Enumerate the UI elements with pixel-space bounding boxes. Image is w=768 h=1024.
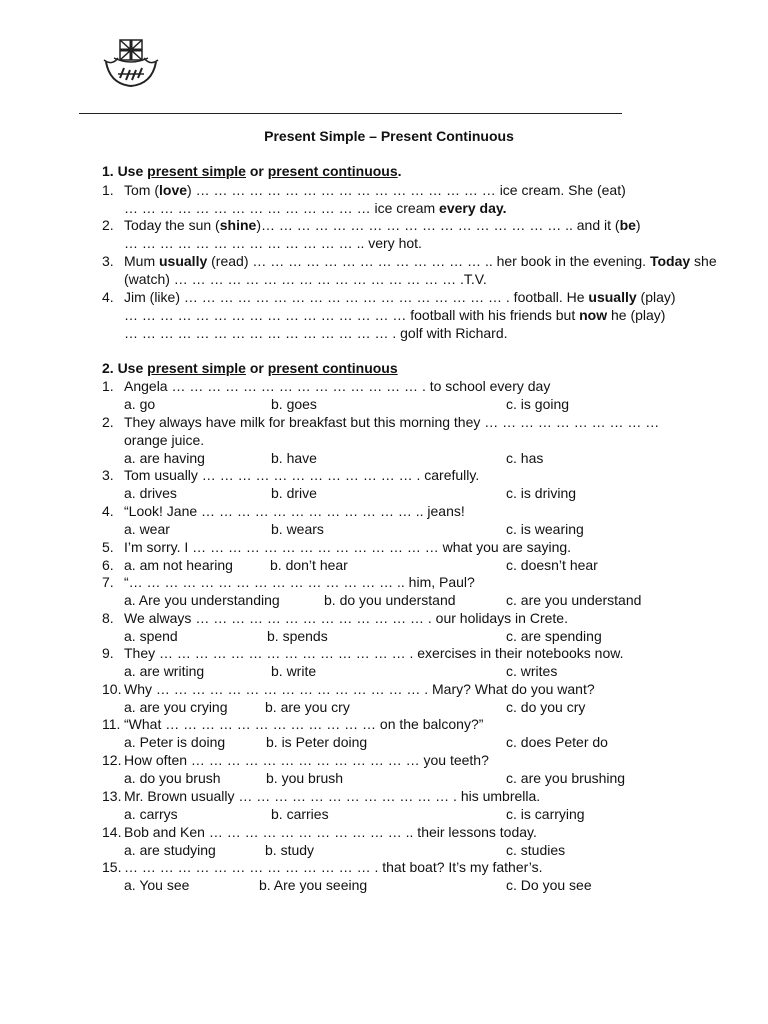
item-number: 15. xyxy=(102,859,122,875)
question-line: … … … … … … … … … … … … … … ice cream every day. xyxy=(124,200,507,216)
question-text: Why … … … … … … … … … … … … … … … . Mary? What do you want? xyxy=(124,681,595,697)
item-number: 3. xyxy=(102,253,114,269)
answer-option-a: a. You see xyxy=(124,877,190,893)
item-number: 2. xyxy=(102,217,114,233)
question-text: They … … … … … … … … … … … … … … . exercises in their notebooks now. xyxy=(124,645,624,661)
question-text: orange juice. xyxy=(124,432,205,448)
item-number: 2. xyxy=(102,414,114,430)
item-number: 13. xyxy=(102,788,122,804)
answer-option-c: c. Do you see xyxy=(506,877,592,893)
item-number: 8. xyxy=(102,610,114,626)
answer-option-c: c. writes xyxy=(506,663,558,679)
item-number: 12. xyxy=(102,752,122,768)
header-divider xyxy=(79,113,622,114)
answer-option-b: b. are you cry xyxy=(265,699,350,715)
item-number: 10. xyxy=(102,681,122,697)
part1-heading: 1. Use present simple or present continuous. xyxy=(102,163,402,179)
answer-option-c: c. has xyxy=(506,450,544,466)
question-text: … … … … … … … … … … … … … … . that boat? It’s my father’s. xyxy=(124,859,543,875)
item-number: 7. xyxy=(102,574,114,590)
answer-option-b: b. carries xyxy=(271,806,329,822)
answer-option-a: a. are you crying xyxy=(124,699,228,715)
answer-option-b: b. is Peter doing xyxy=(266,734,368,750)
answer-option-c: c. are you understand xyxy=(506,592,642,608)
answer-option-a: a. wear xyxy=(124,521,170,537)
answer-option-c: c. doesn’t hear xyxy=(506,557,598,573)
page-title: Present Simple – Present Continuous xyxy=(264,128,514,144)
item-number: 1. xyxy=(102,378,114,394)
question-text: Angela … … … … … … … … … … … … … … . to school every day xyxy=(124,378,551,394)
question-text: Mr. Brown usually … … … … … … … … … … … … . his umbrella. xyxy=(124,788,541,804)
question-line: Today the sun (shine)… … … … … … … … … … … … … … … … … .. and it (be) xyxy=(124,217,641,233)
question-text: Tom usually … … … … … … … … … … … … . carefully. xyxy=(124,467,480,483)
answer-option-a: a. am not hearing xyxy=(124,557,233,573)
answer-option-b: b. study xyxy=(265,842,315,858)
answer-option-a: a. Are you understanding xyxy=(124,592,280,608)
question-line: Jim (like) … … … … … … … … … … … … … … … … … … . football. He usually (play) xyxy=(124,289,676,305)
question-text: We always … … … … … … … … … … … … … . our holidays in Crete. xyxy=(124,610,568,626)
question-text: “Look! Jane … … … … … … … … … … … … .. jeans! xyxy=(124,503,465,519)
answer-option-a: a. are writing xyxy=(124,663,205,679)
item-number: 3. xyxy=(102,467,114,483)
item-number: 14. xyxy=(102,824,122,840)
answer-option-c: c. are you brushing xyxy=(506,770,626,786)
question-line: Tom (love) … … … … … … … … … … … … … … … … … ice cream. She (eat) xyxy=(124,182,626,198)
answer-option-a: a. are having xyxy=(124,450,205,466)
answer-option-b: b. drive xyxy=(271,485,317,501)
answer-option-c: c. is carrying xyxy=(506,806,585,822)
question-line: … … … … … … … … … … … … … .. very hot. xyxy=(124,235,422,251)
answer-option-a: a. Peter is doing xyxy=(124,734,226,750)
answer-option-b: b. spends xyxy=(267,628,328,644)
answer-option-c: c. do you cry xyxy=(506,699,586,715)
answer-option-c: c. does Peter do xyxy=(506,734,608,750)
answer-option-b: b. Are you seeing xyxy=(259,877,368,893)
item-number: 4. xyxy=(102,289,114,305)
item-number: 11. xyxy=(102,716,121,732)
question-text: I’m sorry. I … … … … … … … … … … … … … … what you are saying. xyxy=(124,539,572,555)
answer-option-b: b. you brush xyxy=(266,770,344,786)
answer-option-a: a. carrys xyxy=(124,806,178,822)
part2-heading: 2. Use present simple or present continuous xyxy=(102,360,398,376)
answer-option-c: c. are spending xyxy=(506,628,602,644)
answer-option-c: c. is driving xyxy=(506,485,577,501)
question-text: They always have milk for breakfast but this morning they … … … … … … … … … … xyxy=(124,414,660,430)
item-number: 5. xyxy=(102,539,114,555)
item-number: 4. xyxy=(102,503,114,519)
question-text: “… … … … … … … … … … … … … … … .. him, Paul? xyxy=(124,574,475,590)
question-text: How often … … … … … … … … … … … … … you teeth? xyxy=(124,752,489,768)
answer-option-c: c. studies xyxy=(506,842,566,858)
question-text: “What … … … … … … … … … … … … on the balcony?” xyxy=(124,716,484,732)
item-number: 9. xyxy=(102,645,114,661)
answer-option-b: b. have xyxy=(271,450,317,466)
question-line: … … … … … … … … … … … … … … … … football with his friends but now he (play) xyxy=(124,307,666,323)
question-text: Bob and Ken … … … … … … … … … … … .. their lessons today. xyxy=(124,824,537,840)
answer-option-c: c. is wearing xyxy=(506,521,584,537)
question-line: Mum usually (read) … … … … … … … … … … … … … .. her book in the evening. Today she xyxy=(124,253,717,269)
answer-option-b: b. don’t hear xyxy=(270,557,348,573)
item-number: 1. xyxy=(102,182,114,198)
answer-option-a: a. do you brush xyxy=(124,770,221,786)
question-line: … … … … … … … … … … … … … … … . golf with Richard. xyxy=(124,325,508,341)
item-number: 6. xyxy=(102,557,114,573)
answer-option-a: a. drives xyxy=(124,485,177,501)
answer-option-a: a. are studying xyxy=(124,842,216,858)
answer-option-b: b. goes xyxy=(271,396,317,412)
answer-option-a: a. go xyxy=(124,396,156,412)
answer-option-a: a. spend xyxy=(124,628,178,644)
school-crest-logo xyxy=(100,32,162,94)
answer-option-b: b. do you understand xyxy=(324,592,456,608)
answer-option-b: b. wears xyxy=(271,521,324,537)
answer-option-c: c. is going xyxy=(506,396,570,412)
question-line: (watch) … … … … … … … … … … … … … … … … .T.V. xyxy=(124,271,487,287)
answer-option-b: b. write xyxy=(271,663,317,679)
